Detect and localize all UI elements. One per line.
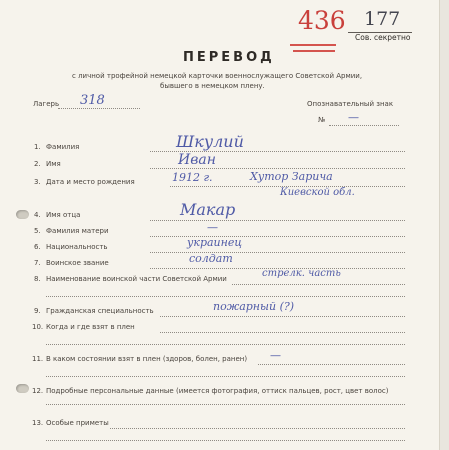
- field-11-value: —: [270, 349, 281, 362]
- field-4-number: 4.: [34, 211, 41, 219]
- punch-hole-bottom: [16, 384, 29, 393]
- field-1-label: Фамилия: [46, 143, 80, 151]
- id-number-label: №: [318, 116, 326, 124]
- field-9-value: пожарный (?): [213, 300, 295, 313]
- field-13-number: 13.: [32, 419, 44, 427]
- field-9-rule: [160, 316, 405, 317]
- field-2-number: 2.: [34, 160, 41, 168]
- field-7-label: Воинское звание: [46, 259, 109, 267]
- field-8-rule: [232, 284, 405, 285]
- field-11-rule: [258, 364, 405, 365]
- field-13-label: Особые приметы: [46, 419, 109, 427]
- camp-value: 318: [80, 93, 105, 108]
- id-mark-label: Опознавательный знак: [307, 100, 394, 108]
- field-8-number: 8.: [34, 275, 41, 283]
- classification-stamp: Сов. секретно: [355, 33, 411, 42]
- id-number-rule: [329, 125, 399, 126]
- field-12-number: 12.: [32, 387, 44, 395]
- field-4-value: Макар: [180, 200, 236, 219]
- field-13-rule-2: [46, 440, 405, 441]
- field-3-value-place: Хутор Зарича: [250, 170, 333, 183]
- field-7-number: 7.: [34, 259, 41, 267]
- field-1-value: Шкулий: [176, 132, 244, 151]
- field-11-number: 11.: [32, 355, 44, 363]
- field-9-number: 9.: [34, 307, 41, 315]
- field-3-value-region: Киевской обл.: [280, 187, 355, 198]
- field-6-label: Национальность: [46, 243, 108, 251]
- id-number-value: —: [348, 111, 359, 124]
- field-10-label: Когда и где взят в плен: [46, 323, 135, 331]
- red-underline-1: [290, 44, 336, 46]
- field-1-number: 1.: [34, 143, 41, 151]
- field-6-value: украинец: [187, 236, 243, 249]
- field-10-rule-2: [46, 344, 405, 345]
- punch-hole-top: [16, 210, 29, 219]
- field-8-value: стрелк. часть: [262, 268, 341, 279]
- camp-rule: [58, 108, 140, 109]
- field-5-label: Фамилия матери: [46, 227, 109, 235]
- subtitle-line-2: бывшего в немецком плену.: [160, 82, 265, 90]
- field-3-value-year: 1912 г.: [172, 171, 213, 184]
- field-2-value: Иван: [178, 152, 216, 168]
- red-underline-2: [293, 50, 335, 52]
- field-3-number: 3.: [34, 178, 41, 186]
- field-10-rule: [160, 332, 405, 333]
- document-title: ПЕРЕВОД: [183, 50, 275, 65]
- corner-number: 177: [364, 8, 401, 30]
- field-11-rule-2: [46, 376, 405, 377]
- field-13-rule: [110, 428, 405, 429]
- field-7-value: солдат: [189, 252, 233, 265]
- red-file-number: 436: [298, 6, 346, 35]
- field-2-rule: [150, 168, 405, 169]
- field-6-number: 6.: [34, 243, 41, 251]
- field-5-value: —: [207, 221, 218, 234]
- field-8-rule-2: [46, 296, 405, 297]
- field-10-number: 10.: [32, 323, 44, 331]
- field-8-label: Наименование воинской части Советской Армии: [46, 275, 227, 283]
- field-12-label: Подробные персональные данные (имеется фотография, оттиск пальцев, рост, цвет волос): [46, 387, 389, 395]
- field-2-label: Имя: [46, 160, 61, 168]
- field-4-rule: [150, 220, 405, 221]
- field-5-number: 5.: [34, 227, 41, 235]
- camp-label: Лагерь: [33, 100, 60, 108]
- field-12-rule: [46, 404, 405, 405]
- field-3-rule: [170, 186, 405, 187]
- subtitle-line-1: с личной трофейной немецкой карточки военнослужащего Советской Армии,: [72, 72, 363, 80]
- field-9-label: Гражданская специальность: [46, 307, 154, 315]
- field-11-label: В каком состоянии взят в плен (здоров, болен, ранен): [46, 355, 248, 363]
- field-3-label: Дата и место рождения: [46, 178, 135, 186]
- field-4-label: Имя отца: [46, 211, 81, 219]
